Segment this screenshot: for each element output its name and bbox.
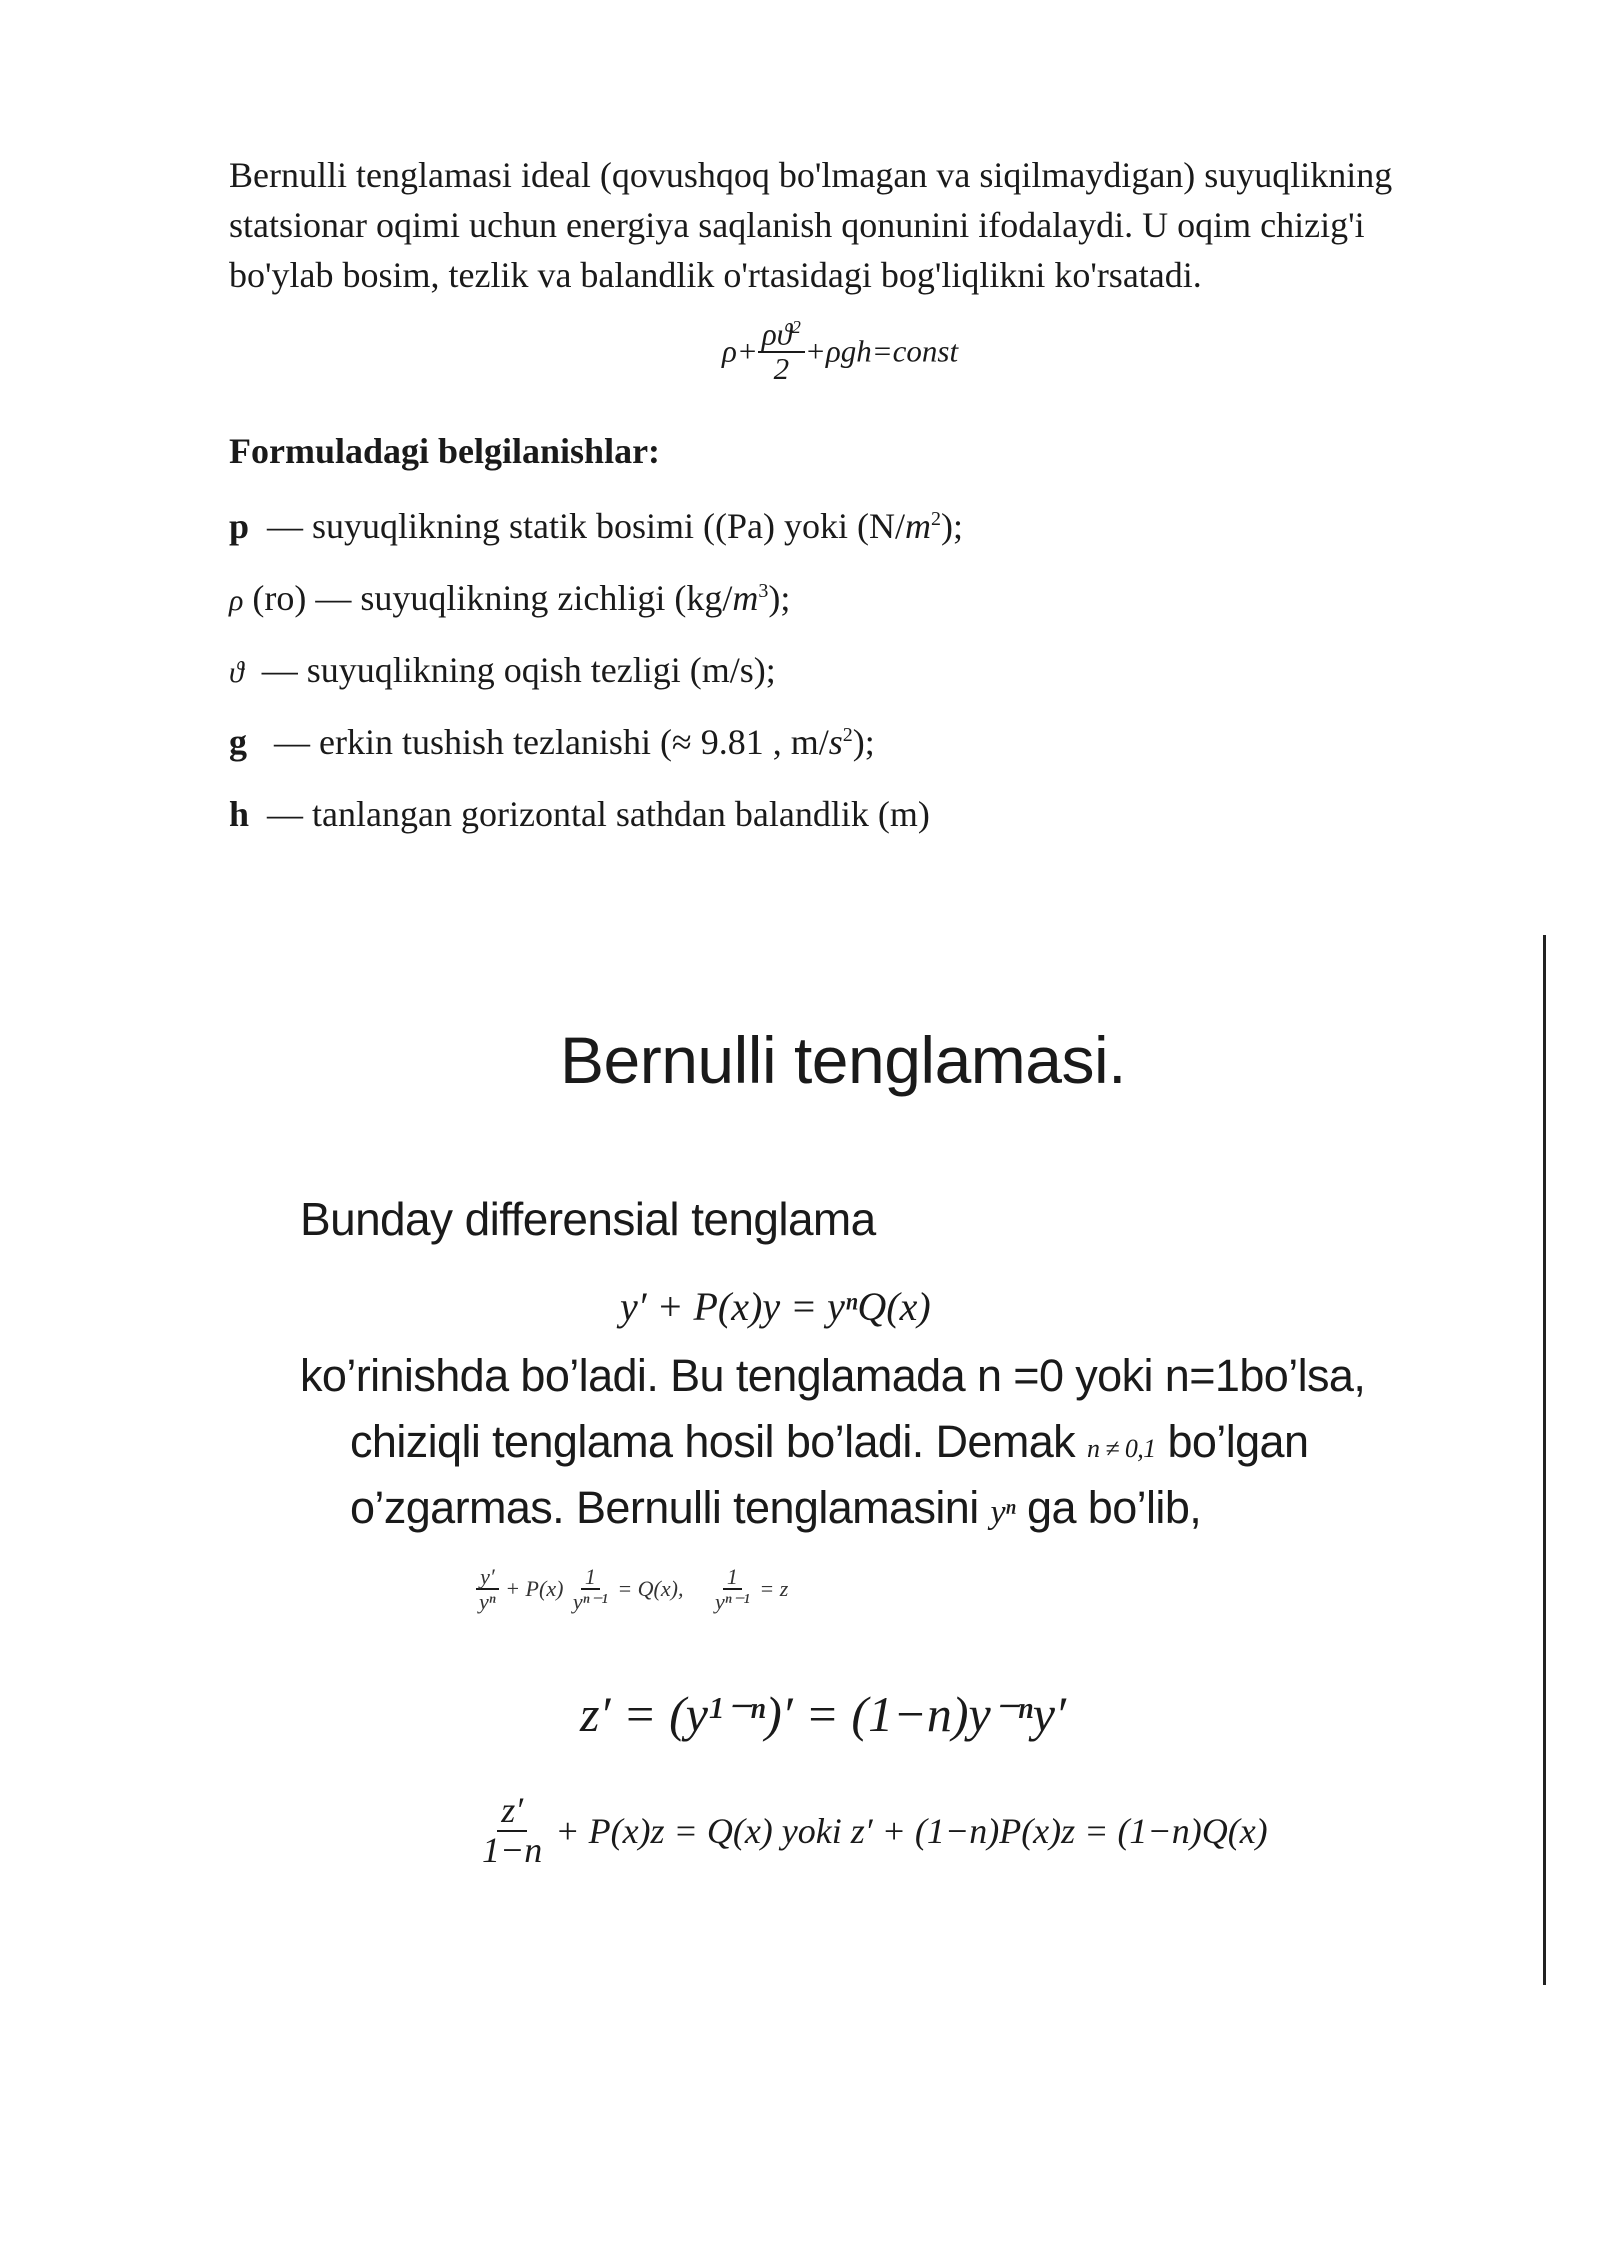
formula-fraction (758, 318, 805, 385)
definition-unit: m (905, 506, 932, 546)
definition-theta (229, 649, 776, 691)
slide-title: Bernulli tenglamasi. (560, 1023, 1126, 1097)
formula-numerator: ρϑ (761, 316, 792, 352)
eq2-frac3-num: 1 (723, 1565, 742, 1590)
definition-tail: ); (852, 722, 875, 762)
formula-denominator: 2 (773, 350, 790, 386)
definition-unit-exp: 2 (842, 724, 853, 746)
formula-rest: +ρgh=const (804, 333, 959, 369)
slide-line-3-tail: bo’lgan (1167, 1416, 1309, 1467)
eq2-end: = z (759, 1576, 789, 1602)
eq2-after: = Q(x), (617, 1576, 684, 1602)
eq4-rest: + P(x)z = Q(x) yoki z′ + (1−n)P(x)z = (1−n)Q(x) (555, 1810, 1268, 1851)
definition-unit: m (732, 578, 759, 618)
definition-text: — suyuqlikning statik bosimi ((Pa) yoki (N/ (258, 506, 906, 546)
definition-tail: ); (768, 578, 791, 618)
slide-equation-2 (475, 1565, 788, 1613)
definition-h (229, 793, 930, 835)
slide-line-3-text: chiziqli tenglama hosil bo’ladi. Demak (350, 1416, 1076, 1467)
definition-symbol: h (229, 794, 250, 834)
definitions-heading: Formuladagi belgilanishlar: (229, 431, 661, 471)
slide-equation-4 (478, 1792, 1268, 1870)
definition-unit: s (828, 722, 843, 762)
definition-symbol: ρ (229, 584, 244, 617)
definition-text: — tanlangan gorizontal sathdan balandlik (m) (258, 794, 930, 834)
bernoulli-formula (722, 318, 1022, 408)
definition-symbol: ϑ (229, 656, 244, 689)
slide-line-4-tail: ga bo’lib, (1027, 1482, 1202, 1533)
slide-line-4-math: yⁿ (990, 1494, 1016, 1531)
slide-equation-3: z′ = (y¹⁻ⁿ)′ = (1−n)y⁻ⁿy′ (580, 1686, 1066, 1742)
eq2-frac3-den: yⁿ⁻¹ (714, 1589, 750, 1615)
definition-unit-exp: 3 (758, 580, 769, 602)
definition-g (229, 721, 875, 763)
eq2-mid: + P(x) (505, 1576, 564, 1602)
formula-p: ρ+ (722, 333, 758, 369)
definition-symbol: p (229, 506, 250, 546)
definition-rho (229, 577, 790, 619)
slide-line-3 (350, 1416, 1308, 1468)
slide-line-4-text: o’zgarmas. Bernulli tenglamasini (350, 1482, 979, 1533)
slide-border-line (1543, 935, 1546, 1985)
definition-p (229, 505, 963, 547)
slide-line-3-math: n ≠ 0,1 (1086, 1434, 1156, 1463)
definition-text: — suyuqlikning oqish tezligi (m/s); (252, 650, 776, 690)
slide-line-1: Bunday differensial tenglama (300, 1193, 876, 1245)
eq2-frac2-den: yⁿ⁻¹ (572, 1589, 608, 1615)
intro-paragraph: Bernulli tenglamasi ideal (qovushqoq bo'lmagan va siqilmaydigan) suyuqlikning statsionar oqimi uchun energiya saqlanish qonunini ifodalaydi. U oqim chizig'i bo'ylab bosim, tezlik va balandlik o'rtasidagi bog'liqlikni ko'rsatadi. (229, 155, 1393, 295)
eq2-frac2-num: 1 (581, 1565, 600, 1590)
eq2-frac1-num: y′ (476, 1565, 499, 1590)
definition-symbol: g (229, 722, 247, 762)
slide-line-2: ko’rinishda bo’ladi. Bu tenglamada n =0 yoki n=1bo’lsa, (300, 1350, 1366, 1401)
definition-text: (ro) — suyuqlikning zichligi (kg/ (243, 578, 733, 618)
eq4-num: z′ (497, 1792, 527, 1832)
definition-unit-exp: 2 (931, 508, 942, 530)
definition-tail: ); (941, 506, 964, 546)
eq2-frac1-den: yⁿ (479, 1589, 496, 1615)
eq4-den: 1−n (482, 1829, 543, 1870)
definition-text: — erkin tushish tezlanishi (≈ 9.81 , m/ (265, 722, 829, 762)
slide-equation-1: y′ + P(x)y = yⁿQ(x) (620, 1284, 931, 1329)
slide-line-4 (350, 1482, 1201, 1534)
formula-numerator-exp: 2 (791, 317, 801, 337)
